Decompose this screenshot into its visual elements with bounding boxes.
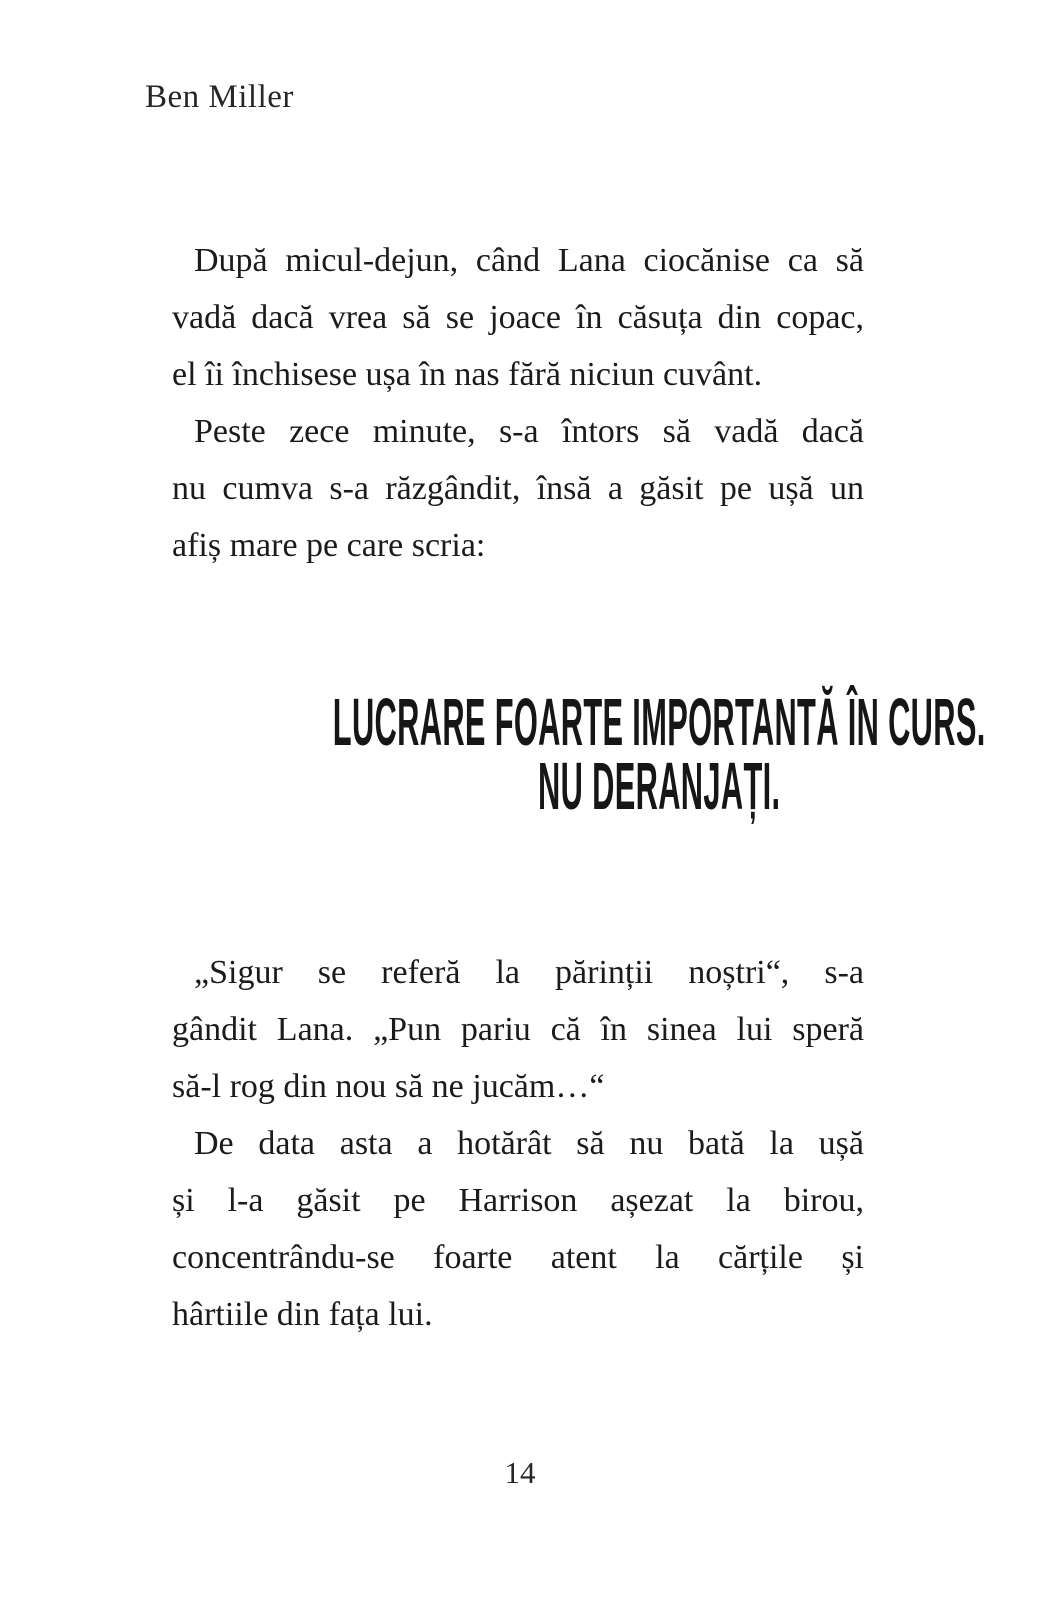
body-text-line: să-l rog din nou să ne jucăm…“ — [172, 1068, 605, 1105]
body-text-line: vadă dacă vrea să se joace în căsuța din copac, — [172, 299, 864, 336]
door-sign-heading — [172, 684, 986, 824]
paragraph — [172, 232, 864, 403]
body-text-line: hârtiile din fața lui. — [172, 1296, 433, 1333]
body-text-line: și l-a găsit pe Harrison așezat la birou, — [172, 1182, 864, 1219]
body-text-line: gândit Lana. „Pun pariu că în sinea lui speră — [172, 1011, 864, 1048]
running-header: Ben Miller — [145, 79, 294, 115]
body-text-line: Peste zece minute, s-a întors să vadă dacă — [194, 413, 864, 450]
page-number: 14 — [504, 1455, 536, 1490]
paragraph — [172, 944, 864, 1115]
body-text-line: nu cumva s-a răzgândit, însă a găsit pe ușă un — [172, 470, 864, 507]
sign-line: NU DERANJAȚI. — [538, 748, 781, 824]
body-text-line: După micul-dejun, când Lana ciocănise ca să — [194, 242, 864, 279]
sign-line: LUCRARE FOARTE IMPORTANTĂ ÎN CURS. — [332, 684, 986, 760]
text-block-top — [172, 232, 864, 574]
body-text-line: De data asta a hotărât să nu bată la ușă — [194, 1125, 864, 1162]
body-text-line: „Sigur se referă la părinții noștri“, s-a — [194, 954, 864, 991]
body-text-line: el îi închisese ușa în nas fără niciun cuvânt. — [172, 356, 763, 393]
text-block-bottom — [172, 944, 864, 1343]
paragraph — [172, 403, 864, 574]
body-text-line: afiș mare pe care scria: — [172, 527, 486, 564]
body-text-line: concentrându-se foarte atent la cărțile și — [172, 1239, 864, 1276]
door-sign-text — [332, 684, 986, 824]
paragraph — [172, 1115, 864, 1343]
